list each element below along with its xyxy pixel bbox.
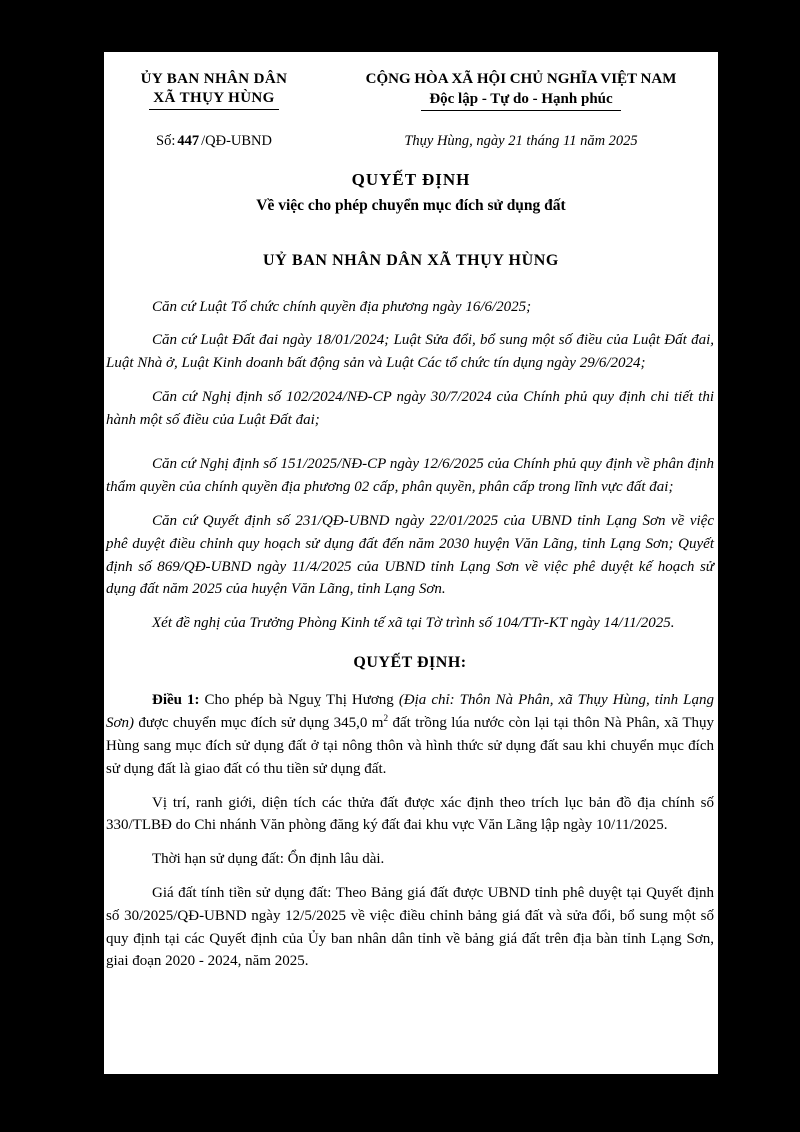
decides-heading: QUYẾT ĐỊNH: [353, 654, 467, 672]
nation-motto: Độc lập - Tự do - Hạnh phúc [421, 90, 620, 111]
document-paper [104, 52, 718, 1074]
clause-paragraph: Vị trí, ranh giới, diện tích các thửa đất được xác định theo trích lục bản đồ địa chính số 330/TLBĐ do Chi nhánh Văn phòng đăng ký đất đai khu vực Văn Lãng lập ngày 10/11/2025. [106, 794, 714, 834]
article-1-rest-1: được chuyển mục đích sử dụng 345,0 m [134, 715, 384, 732]
document-number-value: 447 [177, 132, 200, 149]
clause-paragraph: Giá đất tính tiền sử dụng đất: Theo Bảng giá đất được UBND tỉnh phê duyệt tại Quyết định số 30/2025/QĐ-UBND ngày 12/5/2025 về việc điều chỉnh bảng giá đất và sửa đổi, bổ sung một số quy định tại các Quyết định của Ủy ban nhân dân tỉnh về bảng giá đất trên địa bàn tỉnh Lạng Sơn, giai đoạn 2020 - 2024, năm 2025. [106, 884, 714, 970]
issuing-authority-block [104, 70, 324, 110]
place-and-date: Thụy Hùng, ngày 21 tháng 11 năm 2025 [404, 132, 638, 149]
document-content [104, 52, 718, 984]
preamble-paragraph: Xét đề nghị của Trưởng Phòng Kinh tế xã tại Tờ trình số 104/TTr-KT ngày 14/11/2025. [152, 615, 675, 632]
document-title: QUYẾT ĐỊNH [351, 169, 471, 189]
preamble-paragraph: Căn cứ Luật Đất đai ngày 18/01/2024; Luật Sửa đổi, bổ sung một số điều của Luật Đất đai, Luật Nhà ở, Luật Kinh doanh bất động sản và Luật Các tổ chức tín dụng ngày 29/6/2024; [106, 332, 714, 372]
document-subtitle: Về việc cho phép chuyển mục đích sử dụng đất [256, 196, 566, 214]
preamble-paragraph: Căn cứ Quyết định số 231/QĐ-UBND ngày 22/01/2025 của UBND tỉnh Lạng Sơn về việc phê duyệt điều chỉnh quy hoạch sử dụng đất đến năm 2030 huyện Văn Lãng, tỉnh Lạng Sơn; Quyết định số 869/QĐ-UBND ngày 11/4/2025 của UBND tỉnh Lạng Sơn về việc phê duyệt kế hoạch sử dụng đất năm 2025 của huyện Văn Lãng, tỉnh Lạng Sơn. [106, 513, 714, 598]
reference-line [104, 133, 718, 150]
article-1-label: Điều 1: [152, 692, 200, 709]
article-1-paragraph [106, 689, 714, 780]
article-1-rest-2: đất trồng lúa nước còn lại tại thôn Nà Phân, xã Thụy Hùng sang mục đích sử dụng đất ở tại nông thôn và hình thức sử dụng đất sau khi chuyển mục đích sử dụng đất là giao đất có thu tiền sử dụng đất. [106, 715, 714, 777]
nation-line-1: CỘNG HÒA XÃ HỘI CHỦ NGHĨA VIỆT NAM [365, 71, 677, 87]
document-number-label: Số: [156, 132, 176, 149]
preamble-paragraph: Căn cứ Luật Tổ chức chính quyền địa phương ngày 16/6/2025; [152, 298, 532, 315]
issuing-body: UỶ BAN NHÂN DÂN XÃ THỤY HÙNG [263, 251, 559, 269]
preamble-paragraph: Căn cứ Nghị định số 151/2025/NĐ-CP ngày 12/6/2025 của Chính phủ quy định về phân định thẩm quyền của chính quyền địa phương 02 cấp, phân quyền, phân cấp trong lĩnh vực đất đai; [106, 456, 714, 496]
org-line-1: ỦY BAN NHÂN DÂN [140, 71, 288, 87]
preamble-paragraph: Căn cứ Nghị định số 102/2024/NĐ-CP ngày 30/7/2024 của Chính phủ quy định chi tiết thi hành một số điều của Luật Đất đai; [106, 388, 714, 428]
square-meter-superscript: 2 [383, 714, 389, 725]
document-number [104, 133, 324, 150]
org-line-2: XÃ THỤY HÙNG [149, 89, 278, 110]
document-number-suffix: /QĐ-UBND [201, 132, 272, 149]
title-block [104, 170, 718, 215]
document-header [104, 52, 718, 111]
article-1-lead: Cho phép bà Nguỵ Thị Hương [199, 692, 399, 709]
national-heading-block [324, 70, 718, 111]
clause-paragraph: Thời hạn sử dụng đất: Ổn định lâu dài. [152, 851, 385, 868]
article-1-address: (Địa chỉ: Thôn Nà Phân, xã Thụy Hùng, tỉnh Lạng Sơn) [106, 692, 715, 732]
document-body [104, 296, 718, 974]
